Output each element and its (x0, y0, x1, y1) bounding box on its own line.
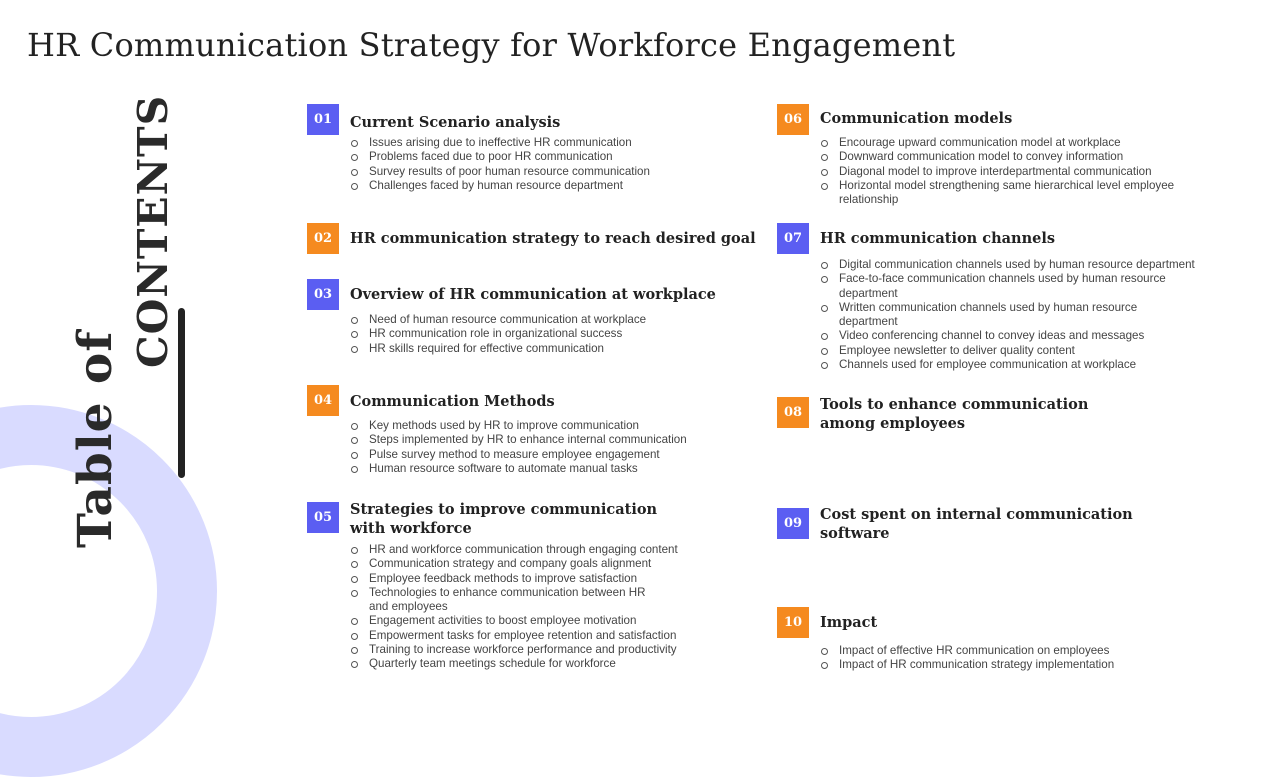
list-item-text: Written communication channels used by human resource (839, 300, 1138, 314)
list-item: Quarterly team meetings schedule for workforce (350, 657, 678, 671)
list-item: Challenges faced by human resource department (350, 179, 650, 193)
section-title: HR communication channels (820, 230, 1056, 247)
list-item: Need of human resource communication at workplace (350, 313, 646, 327)
list-item: Key methods used by HR to improve communication (350, 419, 687, 433)
section-subitems (820, 258, 1195, 372)
list-item: Problems faced due to poor HR communication (350, 150, 650, 164)
list-item: Channels used for employee communication at workplace (820, 358, 1195, 372)
section-subitems (350, 419, 687, 476)
list-item-text: Face-to-face communication channels used by human resource (839, 272, 1166, 286)
list-item: Issues arising due to ineffective HR communication (350, 136, 650, 150)
section-title (820, 395, 1088, 433)
list-item: Empowerment tasks for employee retention and satisfaction (350, 629, 678, 643)
list-item: Pulse survey method to measure employee engagement (350, 448, 687, 462)
section-title-line: software (820, 525, 890, 542)
section-number-badge: 03 (307, 279, 339, 310)
section-number-badge: 10 (777, 607, 809, 638)
section-title: Communication Methods (350, 393, 555, 410)
section-number-badge: 06 (777, 104, 809, 135)
list-item-continuation: department (839, 315, 898, 329)
list-item: Digital communication channels used by human resource department (820, 258, 1195, 272)
list-item: Downward communication model to convey information (820, 150, 1174, 164)
list-item: Employee feedback methods to improve satisfaction (350, 572, 678, 586)
list-item-continuation: relationship (839, 193, 899, 207)
section-number-badge: 02 (307, 223, 339, 254)
vertical-accent-bar (178, 308, 185, 478)
section-number-badge: 05 (307, 502, 339, 533)
section-subitems (820, 644, 1114, 673)
section-title: Impact (820, 614, 878, 631)
list-item: HR communication role in organizational success (350, 327, 646, 341)
section-number-badge: 09 (777, 508, 809, 539)
section-subitems (350, 136, 650, 193)
list-item (820, 272, 1195, 301)
section-title-line: Strategies to improve communication (350, 501, 658, 518)
section-title-line: among employees (820, 415, 966, 432)
section-title-line: Tools to enhance communication (820, 396, 1089, 413)
list-item: Training to increase workforce performance and productivity (350, 643, 678, 657)
list-item (820, 301, 1195, 330)
section-number-badge: 04 (307, 385, 339, 416)
list-item (350, 586, 678, 615)
section-subitems (820, 136, 1174, 207)
list-item: Human resource software to automate manual tasks (350, 462, 687, 476)
toc-heading-line1: Table of (68, 330, 123, 548)
list-item: Diagonal model to improve interdepartmental communication (820, 165, 1174, 179)
section-number-badge: 08 (777, 397, 809, 428)
section-title: Overview of HR communication at workplace (350, 286, 716, 303)
section-title-line: Cost spent on internal communication (820, 506, 1133, 523)
section-number-badge: 07 (777, 223, 809, 254)
section-title (820, 505, 1133, 543)
list-item: HR skills required for effective communication (350, 342, 646, 356)
list-item-text: Technologies to enhance communication between HR (369, 585, 646, 599)
list-item: Video conferencing channel to convey ideas and messages (820, 329, 1195, 343)
list-item: Employee newsletter to deliver quality content (820, 344, 1195, 358)
page-title: HR Communication Strategy for Workforce Engagement (27, 26, 956, 64)
section-subitems (350, 313, 646, 356)
list-item: Impact of effective HR communication on employees (820, 644, 1114, 658)
section-title: Communication models (820, 110, 1013, 127)
section-number-badge: 01 (307, 104, 339, 135)
list-item-continuation: department (839, 286, 898, 300)
list-item: Engagement activities to boost employee motivation (350, 614, 678, 628)
section-title (350, 500, 657, 538)
list-item: HR and workforce communication through engaging content (350, 543, 678, 557)
list-item: Encourage upward communication model at workplace (820, 136, 1174, 150)
list-item-continuation: and employees (369, 600, 448, 614)
section-title-line: with workforce (350, 520, 472, 537)
list-item: Steps implemented by HR to enhance internal communication (350, 433, 687, 447)
section-title: HR communication strategy to reach desired goal (350, 230, 756, 247)
table-of-contents-heading (20, 90, 200, 570)
list-item: Communication strategy and company goals alignment (350, 557, 678, 571)
list-item: Survey results of poor human resource communication (350, 165, 650, 179)
section-title: Current Scenario analysis (350, 114, 561, 131)
list-item (820, 179, 1174, 208)
list-item-text: Horizontal model strengthening same hierarchical level employee (839, 178, 1175, 192)
toc-heading-line2: CONTENTS (129, 94, 177, 368)
list-item: Impact of HR communication strategy implementation (820, 658, 1114, 672)
section-subitems (350, 543, 678, 672)
